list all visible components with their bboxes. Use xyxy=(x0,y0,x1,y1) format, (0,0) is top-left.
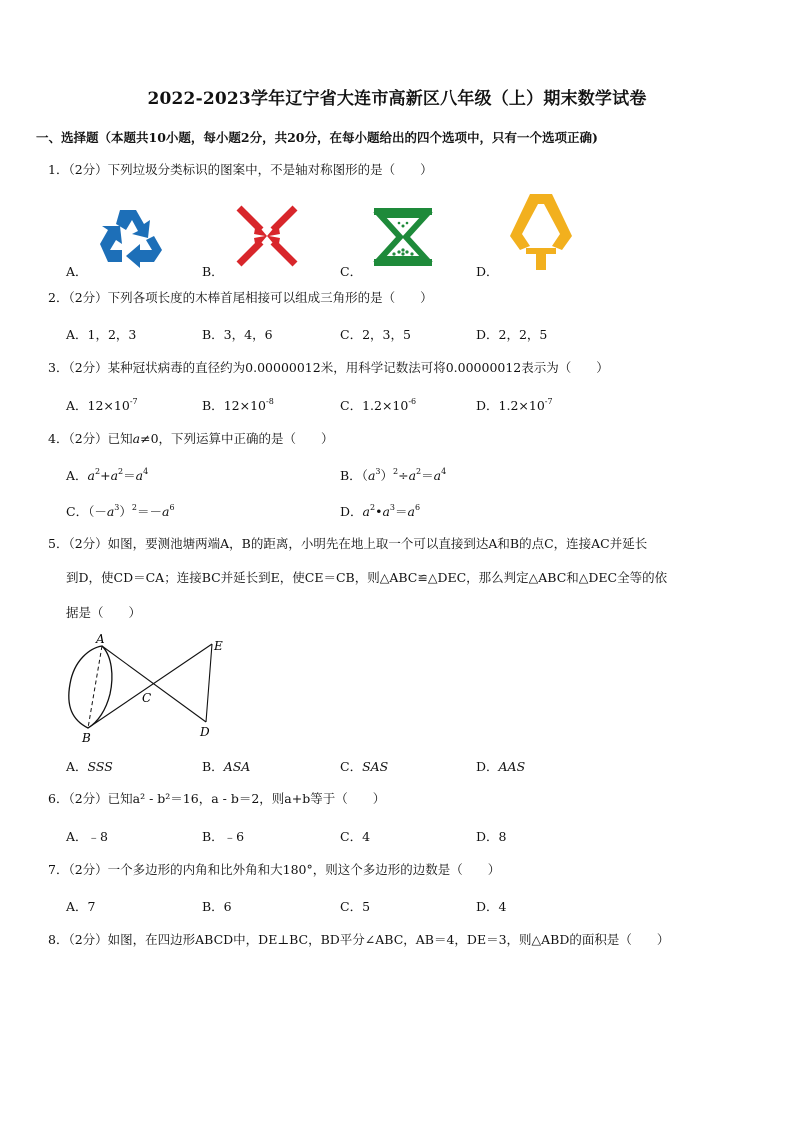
q6-option-d: D．8 xyxy=(476,829,507,844)
question-8-stem: 8．（2分）如图，在四边形ABCD中，DE⊥BC，BD平分∠ABC，AB＝4，DE＝3，则△ABD的面积是（ ） xyxy=(48,932,670,947)
red-arrows-icon xyxy=(236,205,298,267)
q3-option-d: D．$1.2\times 10^{-7}$ xyxy=(476,397,553,413)
q5-option-d: D．AAS xyxy=(476,759,526,774)
question-2-stem: 2．（2分）下列各项长度的木棒首尾相接可以组成三角形的是（ ） xyxy=(48,290,433,305)
q1-option-c: C． xyxy=(340,264,363,279)
question-6-stem: 6．（2分）已知a² - b²＝16，a - b＝2，则a+b等于（ ） xyxy=(48,791,386,806)
q1-option-a: A． xyxy=(66,264,88,279)
question-7-stem: 7．（2分）一个多边形的内角和比外角和大180°，则这个多边形的边数是（ ） xyxy=(48,862,501,877)
point-a-label: A xyxy=(96,632,105,646)
q6-option-c: C．4 xyxy=(340,829,371,844)
q5-option-b: B．ASA xyxy=(202,759,251,774)
hourglass-icon xyxy=(372,206,434,268)
point-e-label: E xyxy=(214,639,223,653)
q7-option-d: D．4 xyxy=(476,899,507,914)
q5-figure xyxy=(60,630,240,748)
point-b-label: B xyxy=(82,731,91,745)
q4-option-a: A．$a^2+a^2=a^4$ xyxy=(66,467,149,483)
q1-option-d: D． xyxy=(476,264,499,279)
question-3-stem: 3．（2分）某种冠状病毒的直径约为0.00000012米，用科学记数法可将0.00000012表示为（ ） xyxy=(48,360,609,375)
q3-option-a: A．$12\times 10^{-7}$ xyxy=(66,397,138,413)
yellow-triangle-icon xyxy=(508,190,574,272)
q5-option-c: C．SAS xyxy=(340,759,389,774)
q2-option-a: A．1，2，3 xyxy=(66,327,137,342)
section-heading: 一、选择题（本题共10小题，每小题2分，共20分，在每小题给出的四个选项中，只有一个选项正确) xyxy=(36,130,598,145)
recycle-icon xyxy=(96,204,166,270)
q6-option-b: B．﹣6 xyxy=(202,829,245,844)
page-title: 2022-2023学年辽宁省大连市高新区八年级（上）期末数学试卷 xyxy=(147,89,647,109)
q3-option-b: B．$12\times 10^{-8}$ xyxy=(202,397,274,413)
q1-option-b: B． xyxy=(202,264,224,279)
q7-option-c: C．5 xyxy=(340,899,371,914)
q4-option-d: D．$a^2•a^3=a^6$ xyxy=(340,503,421,519)
question-5-line-3: 据是（ ） xyxy=(66,605,142,620)
point-d-label: D xyxy=(200,725,210,739)
q7-option-a: A．7 xyxy=(66,899,96,914)
question-4-stem: 4．（2分）已知a≠0，下列运算中正确的是（ ） xyxy=(48,431,334,446)
question-5-line-1: 5．（2分）如图，要测池塘两端A，B的距离，小明先在地上取一个可以直接到达A和B的点C，连接AC并延长 xyxy=(48,536,648,551)
q4-option-c: C．$(-a^3)^2=-a^6$ xyxy=(66,503,175,519)
q3-option-c: C．$1.2\times 10^{-6}$ xyxy=(340,397,417,413)
q4-option-b: B．$(a^3)^2\div a^2=a^4$ xyxy=(340,467,447,483)
q2-option-c: C．2，3，5 xyxy=(340,327,411,342)
point-c-label: C xyxy=(142,691,152,705)
question-5-line-2: 到D，使CD＝CA；连接BC并延长到E，使CE＝CB，则△ABC≌△DEC，那么判定△ABC和△DEC全等的依 xyxy=(66,570,668,585)
q2-option-d: D．2，2，5 xyxy=(476,327,548,342)
question-1-stem: 1．（2分）下列垃圾分类标识的图案中，不是轴对称图形的是（ ） xyxy=(48,162,433,177)
q2-option-b: B．3，4，6 xyxy=(202,327,273,342)
q6-option-a: A．﹣8 xyxy=(66,829,108,844)
q7-option-b: B．6 xyxy=(202,899,232,914)
q5-option-a: A．SSS xyxy=(66,759,113,774)
